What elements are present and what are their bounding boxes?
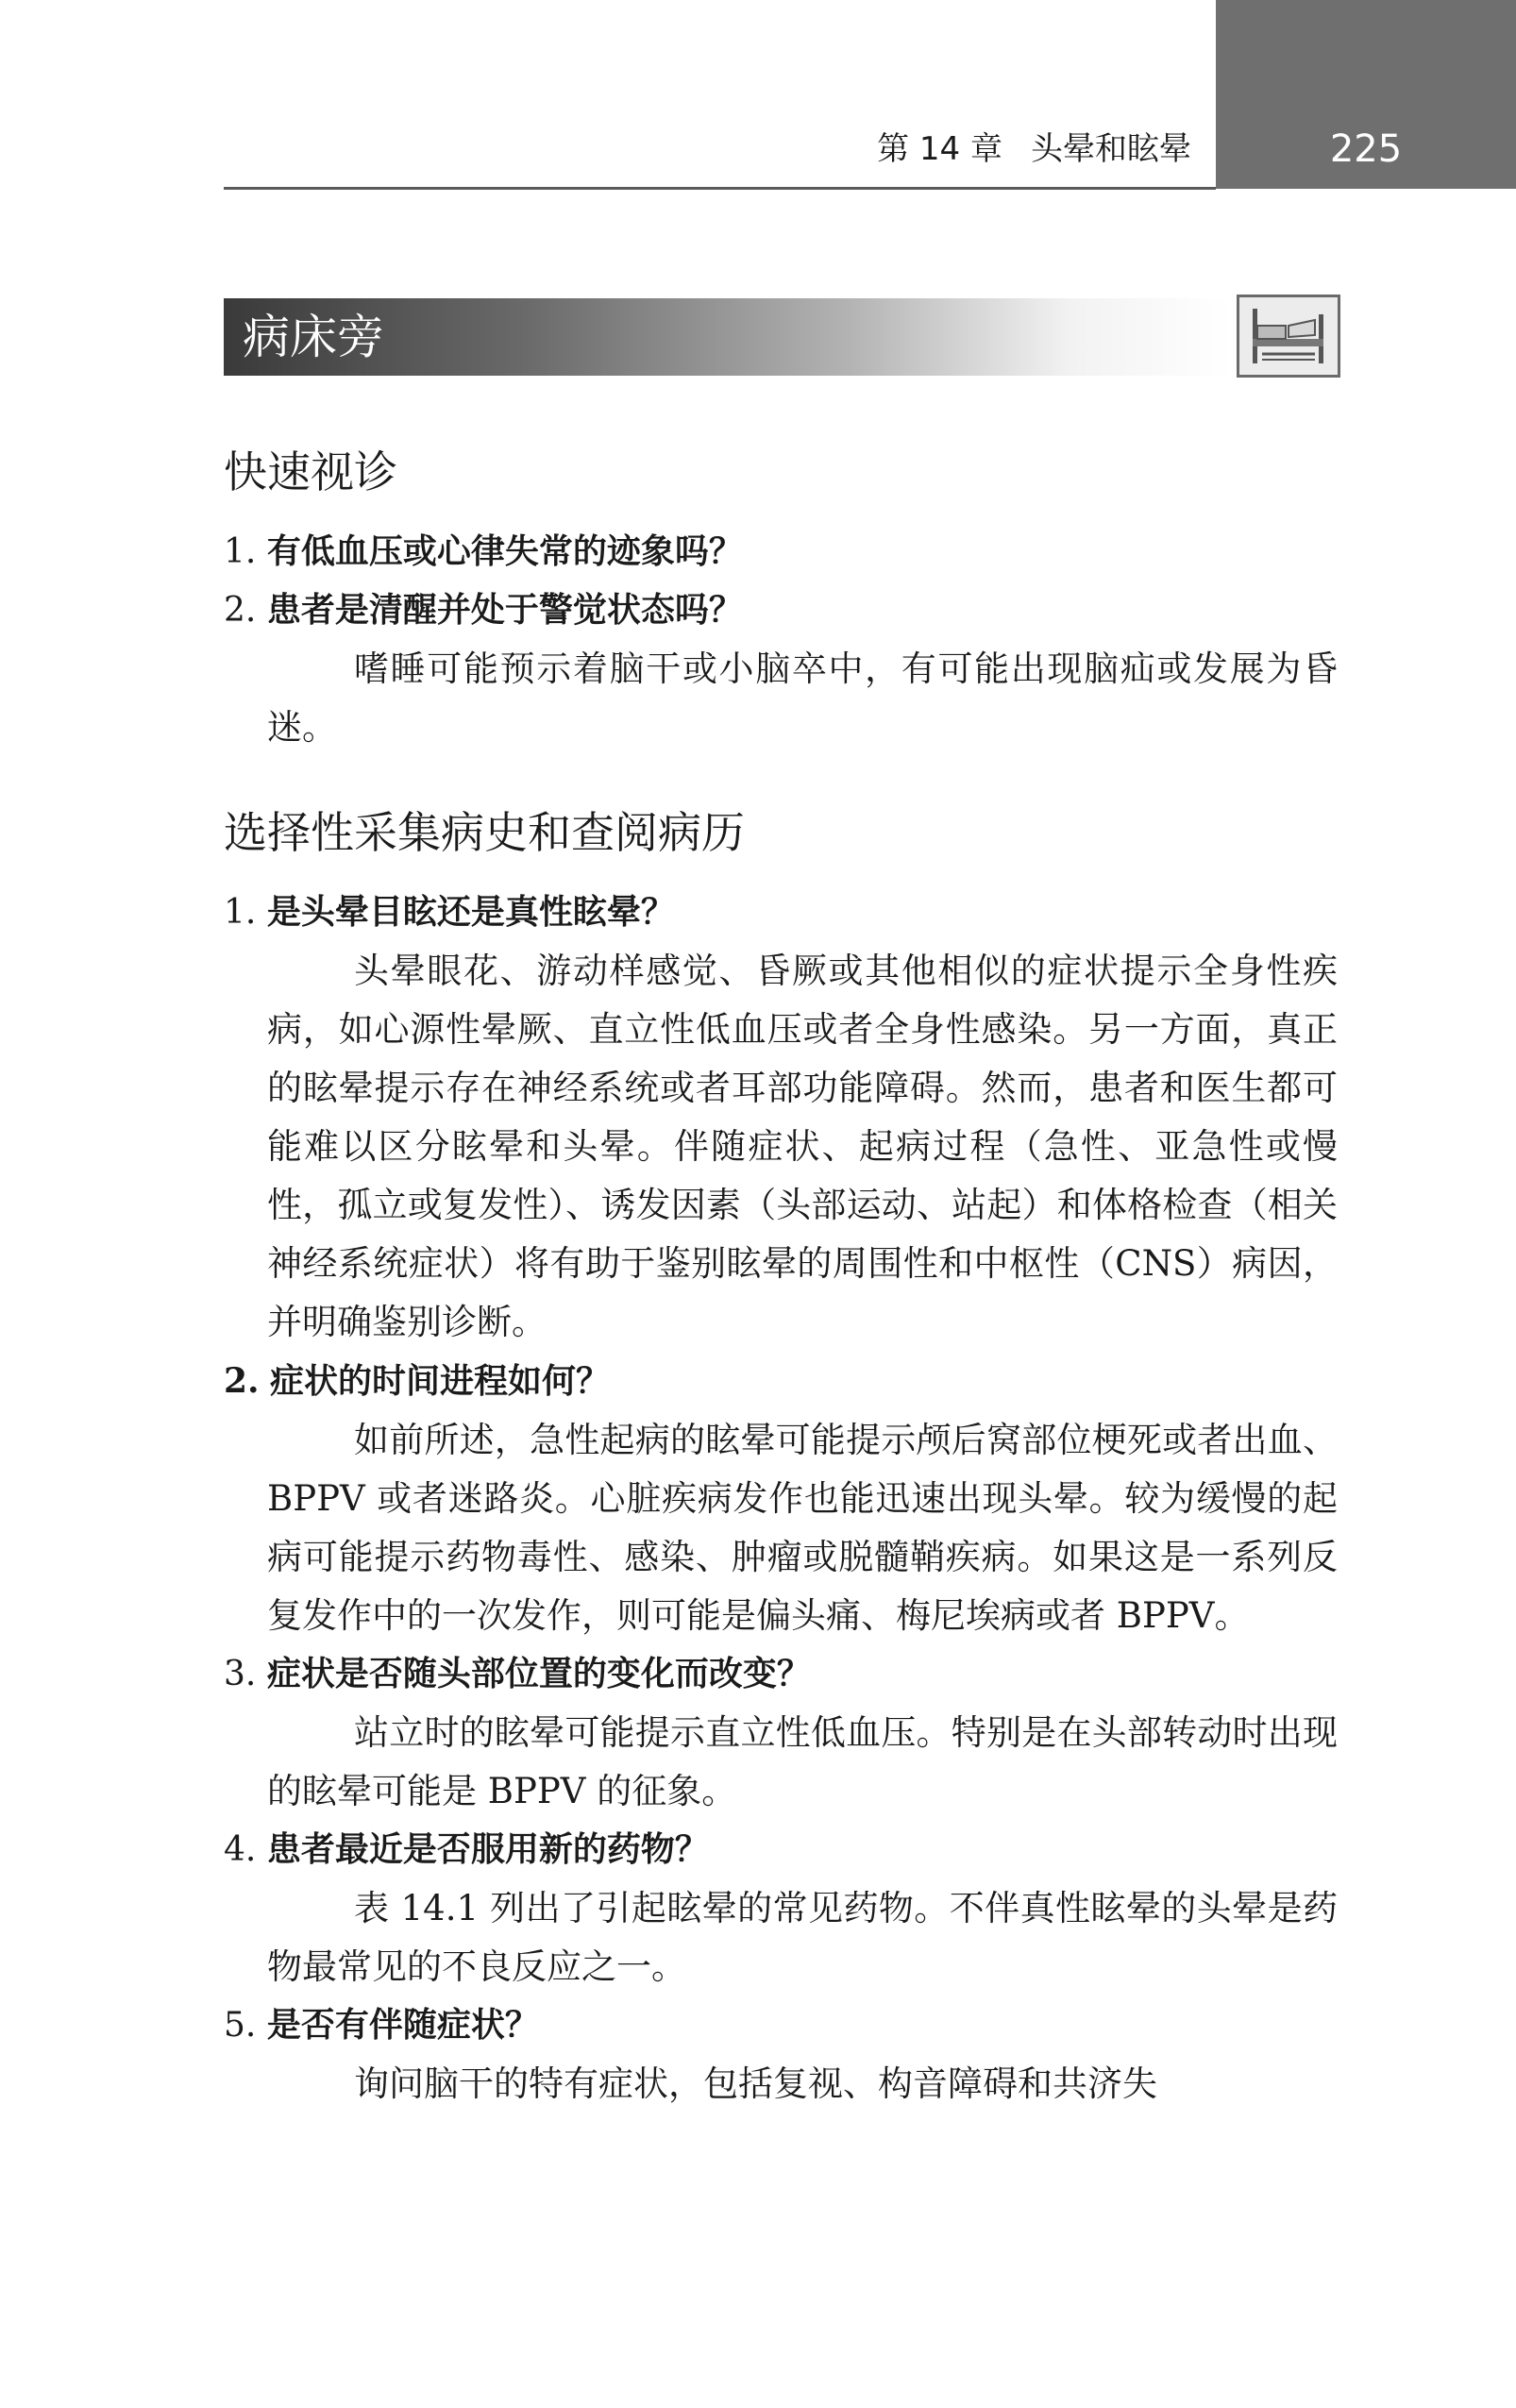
answer-paragraph: 嗜睡可能预示着脑干或小脑卒中，有可能出现脑疝或发展为昏迷。 bbox=[267, 648, 1338, 748]
question-item: 1. 有低血压或心律失常的迹象吗？ bbox=[224, 532, 743, 571]
chapter-label: 第 14 章 bbox=[877, 130, 1002, 168]
running-header bbox=[877, 123, 1191, 176]
section-heading-quick-inspection: 快速视诊 bbox=[224, 446, 397, 497]
answer-paragraph: 如前所述，急性起病的眩晕可能提示颅后窝部位梗死或者出血、BPPV 或者迷路炎。心脏疾病发作也能迅速出现头晕。较为缓慢的起病可能提示药物毒性、感染、肿瘤或脱髓鞘疾病。如果这是一系列反复发作中的一次发作，则可能是偏头痛、梅尼埃病或者 BPPV。 bbox=[267, 1420, 1338, 1636]
answer-paragraph: 站立时的眩晕可能提示直立性低血压。特别是在头部转动时出现的眩晕可能是 BPPV 的征象。 bbox=[267, 1712, 1338, 1811]
chapter-title: 头晕和眩晕 bbox=[1031, 130, 1191, 168]
header-rule bbox=[224, 187, 1216, 190]
answer-paragraph: 头晕眼花、游动样感觉、昏厥或其他相似的症状提示全身性疾病，如心源性晕厥、直立性低血压或者全身性感染。另一方面，真正的眩晕提示存在神经系统或者耳部功能障碍。然而，患者和医生都可能难以区分眩晕和头晕。伴随症状、起病过程（急性、亚急性或慢性，孤立或复发性）、诱发因素（头部运动、站起）和体格检查（相关神经系统症状）将有助于鉴别眩晕的周围性和中枢性（CNS）病因，并明确鉴别诊断。 bbox=[267, 951, 1338, 1342]
question-item: 3. 症状是否随头部位置的变化而改变？ bbox=[224, 1655, 811, 1693]
hospital-bed-icon bbox=[1237, 295, 1340, 378]
answer-paragraph: 表 14.1 列出了引起眩晕的常见药物。不伴真性眩晕的头晕是药物最常见的不良反应之一。 bbox=[267, 1888, 1338, 1987]
question-item: 5. 是否有伴随症状？ bbox=[224, 2006, 539, 2045]
answer-paragraph: 询问脑干的特有症状，包括复视、构音障碍和共济失 bbox=[354, 2063, 1157, 2104]
question-item: 1. 是头晕目眩还是真性眩晕？ bbox=[224, 893, 675, 932]
question-item: 2. 症状的时间进程如何？ bbox=[224, 1361, 611, 1401]
section-banner-title: 病床旁 bbox=[243, 310, 384, 364]
page-number: 225 bbox=[1329, 127, 1403, 171]
section-banner bbox=[224, 298, 1231, 376]
page-content bbox=[224, 415, 1338, 2113]
hospital-bed-icon-graphic bbox=[1239, 297, 1338, 375]
question-item: 4. 患者最近是否服用新的药物？ bbox=[224, 1830, 709, 1869]
section-heading-history: 选择性采集病史和查阅病历 bbox=[224, 807, 745, 858]
question-item: 2. 患者是清醒并处于警觉状态吗？ bbox=[224, 591, 743, 630]
